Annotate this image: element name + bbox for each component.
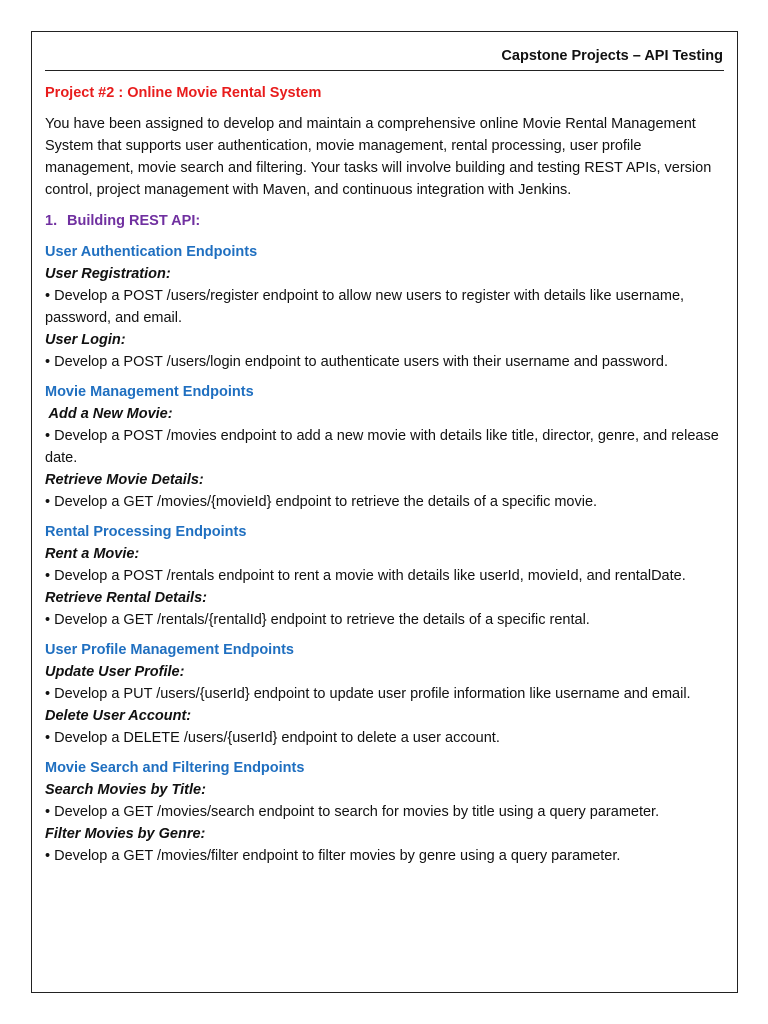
section-movie-management <box>45 381 725 513</box>
step-heading <box>45 210 725 232</box>
endpoint-description: • Develop a GET /movies/{movieId} endpoint to retrieve the details of a specific movie. <box>45 494 598 510</box>
section-user-profile-management <box>45 639 725 749</box>
endpoint-description: • Develop a GET /movies/filter endpoint to filter movies by genre using a query parameter. <box>45 848 621 864</box>
endpoint-title: Update User Profile: <box>45 664 185 680</box>
endpoint-title: Rent a Movie: <box>45 546 140 562</box>
endpoint-description: • Develop a GET /movies/search endpoint to search for movies by title using a query parameter. <box>45 804 660 820</box>
section-title: User Authentication Endpoints <box>45 244 258 260</box>
endpoint-description: • Develop a POST /users/register endpoint to allow new users to register with details like username, password, and email. <box>45 288 685 326</box>
section-title: Movie Management Endpoints <box>45 384 254 400</box>
endpoint-title: Filter Movies by Genre: <box>45 826 206 842</box>
project-intro: You have been assigned to develop and maintain a comprehensive online Movie Rental Management System that supports user authentication, movie management, rental processing, user profile management, movie search and filtering. Your tasks will involve building and testing REST APIs, version control, project management with Maven, and continuous integration with Jenkins. <box>45 116 712 198</box>
step-label: Building REST API: <box>67 213 201 229</box>
endpoint-description: • Develop a DELETE /users/{userId} endpoint to delete a user account. <box>45 730 500 746</box>
endpoint-title: Search Movies by Title: <box>45 782 206 798</box>
endpoint-description: • Develop a POST /rentals endpoint to rent a movie with details like userId, movieId, and rentalDate. <box>45 568 686 584</box>
section-title: Rental Processing Endpoints <box>45 524 247 540</box>
endpoint-description: • Develop a POST /movies endpoint to add a new movie with details like title, director, genre, and release date. <box>45 428 719 466</box>
section-movie-search-filtering <box>45 757 725 867</box>
section-title: User Profile Management Endpoints <box>45 642 294 658</box>
endpoint-description: • Develop a POST /users/login endpoint to authenticate users with their username and password. <box>45 354 669 370</box>
endpoint-title: User Registration: <box>45 266 171 282</box>
endpoint-title: Delete User Account: <box>45 708 192 724</box>
page-header: Capstone Projects – API Testing <box>501 48 723 64</box>
endpoint-description: • Develop a GET /rentals/{rentalId} endpoint to retrieve the details of a specific rental. <box>45 612 590 628</box>
section-rental-processing <box>45 521 725 631</box>
document-body <box>45 82 725 867</box>
endpoint-description: • Develop a PUT /users/{userId} endpoint to update user profile information like username and email. <box>45 686 691 702</box>
project-title: Project #2 : Online Movie Rental System <box>45 85 322 101</box>
endpoint-title: User Login: <box>45 332 126 348</box>
section-title: Movie Search and Filtering Endpoints <box>45 760 305 776</box>
endpoint-title: Retrieve Rental Details: <box>45 590 207 606</box>
section-user-authentication <box>45 241 725 373</box>
endpoint-title: Retrieve Movie Details: <box>45 472 204 488</box>
header-divider <box>45 70 724 71</box>
step-number: 1. <box>45 213 58 229</box>
endpoint-title: Add a New Movie: <box>45 406 173 422</box>
